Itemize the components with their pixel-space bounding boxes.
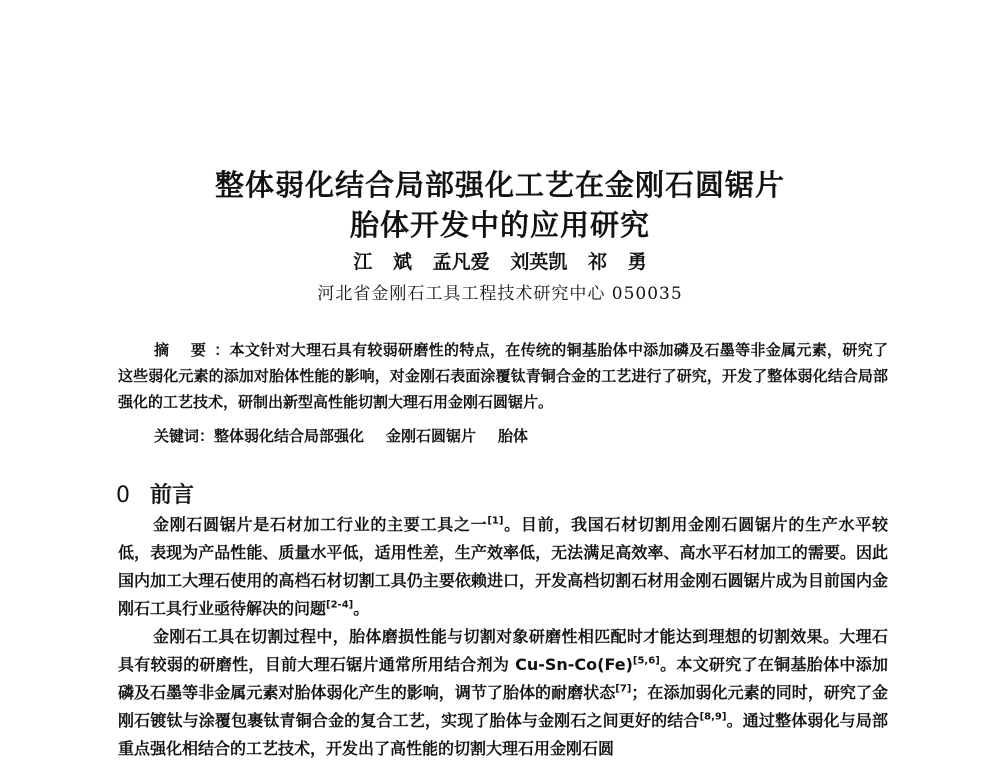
abstract [118,337,888,415]
paragraph-text: 金刚石工具在切割过程中，胎体磨损性能与切割对象研磨性相匹配时才能达到理想的切割效果。大理石具有较弱的研磨性，目前大理石锯片通常所用结合剂为 Cu-Sn-Co(Fe) [118,627,888,674]
section-number: 0 [116,483,130,508]
citation[interactable]: [5,6] [632,655,660,667]
paper-title-line2: 胎体开发中的应用研究 [349,208,650,242]
paragraph-text: 金刚石圆锯片是石材加工行业的主要工具之一 [153,515,488,534]
affiliation: 河北省金刚石工具工程技术研究中心 050035 [317,284,683,304]
citation[interactable]: [2-4] [326,599,354,611]
author: 孟凡爱 [432,251,490,273]
author: 刘英凯 [510,251,568,273]
citation[interactable]: [8,9] [699,711,727,723]
citation[interactable]: [7] [615,683,632,695]
keywords-label: 关键词： [154,427,215,445]
body-paragraph-1 [118,511,888,623]
citation[interactable]: [1] [487,515,504,527]
paragraph-text: 。本文研究了在铜基胎体中添加磷及石墨等非金属元素对胎体弱化产生的影响，调节了胎体的耐磨状态 [118,655,888,702]
paragraph-text: 。 [353,599,370,618]
paragraph-text: ；在添加弱化元素的同时，研究了金刚石镀钛与涂覆包裹钛青铜合金的复合工艺，实现了胎体与金刚石之间更好的结合 [118,683,888,730]
paper-title-line1: 整体弱化结合局部强化工艺在金刚石圆锯片 [214,168,785,202]
section-title: 前言 [150,483,195,508]
keyword: 整体弱化结合局部强化 [214,427,365,445]
keyword: 胎体 [498,427,529,445]
body-paragraph-2 [118,623,888,763]
paragraph-text: 。通过整体弱化与局部重点强化相结合的工艺技术，开发出了高性能的切割大理石用金刚石圆 [118,711,888,758]
author: 江 斌 [353,251,413,273]
section-heading [116,478,194,509]
keywords [154,425,550,446]
paragraph-text: 。目前，我国石材切割用金刚石圆锯片的生产水平较低，表现为产品性能、质量水平低，适用性差，生产效率低，无法满足高效率、高水平石材加工的需要。因此国内加工大理石使用的高档石材切割工具仍主要依赖进口，开发高档切割石材用金刚石圆锯片成为目前国内金刚石工具行业亟待解决的问题 [118,515,888,618]
author: 祁 勇 [587,251,647,273]
abstract-text: ：本文针对大理石具有较弱研磨性的特点，在传统的铜基胎体中添加磷及石墨等非金属元素，研究了这些弱化元素的添加对胎体性能的影响，对金刚石表面涂覆钛青铜合金的工艺进行了研究，开发了整体弱化结合局部强化的工艺技术，研制出新型高性能切割大理石用金刚石圆锯片。 [118,341,888,411]
keyword: 金刚石圆锯片 [386,427,477,445]
author-list [0,247,1000,274]
abstract-label: 摘 要 [154,341,215,359]
